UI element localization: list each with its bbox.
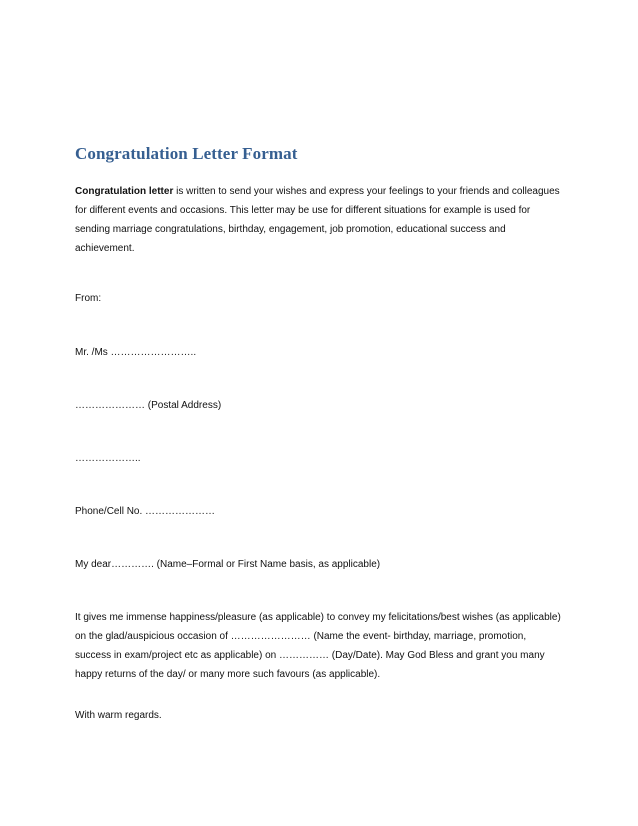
document-title: Congratulation Letter Format [75,144,298,163]
postal-address-line: ………………… (Postal Address) [75,400,222,411]
intro-lead-text: Congratulation letter [75,186,174,197]
letter-body-paragraph: It gives me immense happiness/pleasure (as applicable) to convey my felicitations/best wishes (as applicable) on the glad/auspicious occasion of …………………… (Name the event- birthday, marriage, promotion, success in exam/project etc as applicable) on …………… (Day/Date). May God Bless and grant you many happy returns of the day/ or many more such favours (as applicable). [75,612,561,680]
closing-line: With warm regards. [75,710,162,721]
address-blank-line: ……………….. [75,453,141,464]
phone-line: Phone/Cell No. ………………… [75,506,216,517]
intro-paragraph [75,182,565,258]
from-label: From: [75,293,102,304]
sender-name-line: Mr. /Ms …………………….. [75,347,197,358]
greeting-line: My dear…………. (Name–Formal or First Name basis, as applicable) [75,559,381,570]
intro-body-text: is written to send your wishes and express your feelings to your friends and colleagues for different events and occasions. This letter may be use for different situations for example is used for sending marriage congratulations, birthday, engagement, job promotion, educational success and achievement. [75,186,560,254]
